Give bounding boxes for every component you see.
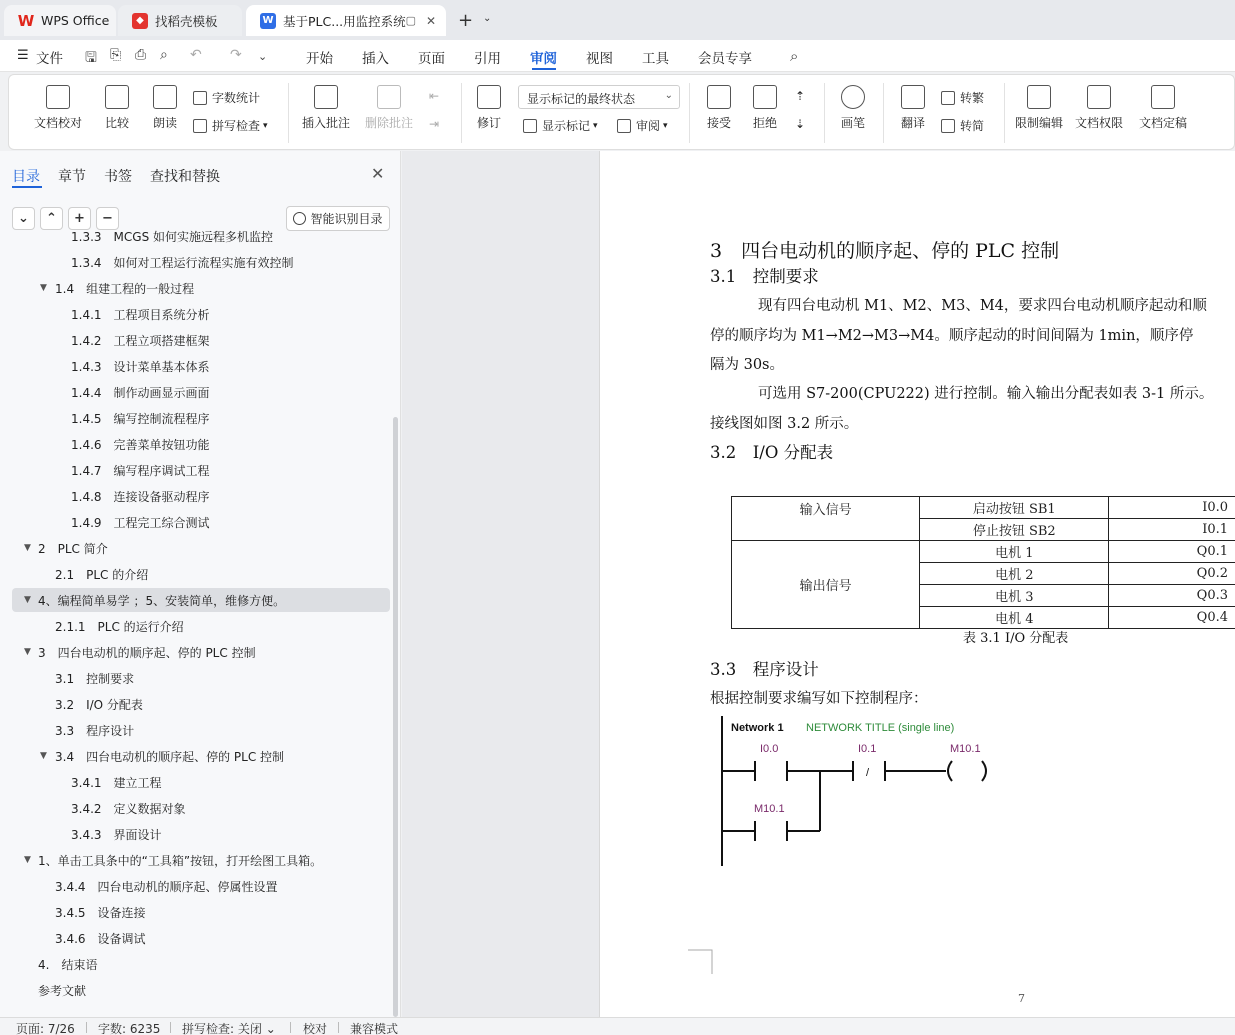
menu-member[interactable]: 会员专享 [698,51,752,67]
read-aloud-button[interactable] [145,85,185,131]
expand-arrow-icon[interactable]: ▼ [24,855,31,865]
redo-icon[interactable]: ↷ [230,47,242,63]
pen-label: 画笔 [840,116,865,130]
toc-item[interactable] [12,770,390,794]
tab-wps-office[interactable] [4,5,116,36]
toc-item[interactable] [12,952,390,976]
tab-document[interactable] [246,5,446,36]
toc-item[interactable] [12,562,390,586]
word-doc-icon: W [260,13,276,29]
to-simplified-button[interactable] [941,117,984,134]
revise-label: 修订 [476,116,501,130]
contact-label: I0.1 [858,743,877,755]
word-count-indicator[interactable]: 字数: 6235 [98,1022,161,1035]
doc-finalize-button[interactable] [1133,85,1193,131]
insert-comment-button[interactable] [299,85,353,131]
toc-item-label: 1.4 组建工程的一般过程 [55,281,195,296]
chevron-down-icon: ⌄ [265,1022,276,1035]
table-row [732,497,1235,519]
chevron-down-icon[interactable]: ⌄ [483,13,492,24]
word-count-icon [193,91,207,105]
doc-check-button[interactable] [23,85,93,131]
lock-doc-icon [1027,85,1051,109]
toc-item-label: 3.3 程序设计 [55,723,135,738]
next-change-icon[interactable]: ⇣ [795,117,806,131]
document-area [402,151,1235,1017]
toc-item[interactable] [12,978,390,1002]
toc-item[interactable] [12,276,390,300]
toc-item[interactable] [12,692,390,716]
table-cell: 电机 2 [920,563,1109,585]
toc-item[interactable] [12,302,390,326]
section-heading-3-1: 3.1 控制要求 [710,267,819,286]
read-aloud-label: 朗读 [152,116,177,130]
toc-item-label: 3.4.1 建立工程 [71,775,162,790]
restrict-edit-label: 限制编辑 [1014,116,1063,130]
toc-item-label: 3.4.6 设备调试 [55,931,146,946]
spell-check-icon [193,119,207,133]
expand-arrow-icon[interactable]: ▼ [40,751,47,761]
delete-comment-button[interactable] [359,85,419,131]
contact-label: M10.1 [754,803,785,815]
toc-item-label: 1.4.2 工程立项搭建框架 [71,333,210,348]
nc-mark: / [866,767,870,779]
menu-review[interactable]: 审阅 [530,51,557,67]
compare-button[interactable] [95,85,139,131]
status-bar [0,1017,1235,1035]
divider [86,1022,87,1033]
next-comment-icon[interactable]: ⇥ [429,117,440,131]
toc-item[interactable] [12,848,390,872]
divider [290,1022,291,1033]
toc-item[interactable] [12,614,390,638]
active-tab-indicator [532,68,556,70]
traditional-icon [941,91,955,105]
doc-check-icon [46,85,70,109]
paragraph-line: 接线图如图 3.2 所示。 [710,416,859,432]
toc-item-label: 1.3.4 如何对工程运行流程实施有效控制 [71,255,294,270]
section-heading-3-2: 3.2 I/O 分配表 [710,443,834,462]
toc-item[interactable] [12,484,390,508]
toc-item[interactable] [12,510,390,534]
table-cell: 电机 4 [920,607,1109,629]
search-icon[interactable]: ⌕ [790,47,799,65]
prev-change-icon[interactable]: ⇡ [795,89,806,103]
pen-icon [841,85,865,109]
doc-check-label: 文档校对 [33,116,82,130]
menu-home[interactable]: 开始 [306,51,333,67]
finalize-icon [1151,85,1175,109]
menu-tools[interactable]: 工具 [642,51,669,67]
to-traditional-label: 转繁 [960,91,985,105]
show-markup-label: 显示标记 [542,119,591,133]
active-tab-indicator [12,186,42,188]
link-icon[interactable]: ⎘ [110,47,122,63]
toc-item-label: 3.1 控制要求 [55,671,135,686]
coil-right [982,761,986,781]
table-cell: 启动按钮 SB1 [920,497,1109,519]
delete-comment-label: 删除批注 [364,116,413,130]
table-cell: 电机 3 [920,585,1109,607]
tab-label: 找稻壳模板 [155,13,218,29]
toc-item-label: 1.4.1 工程项目系统分析 [71,307,210,322]
doc-permission-button[interactable] [1073,85,1125,131]
divider [461,83,462,143]
toc-item[interactable] [12,380,390,404]
contact-label: I0.0 [760,743,779,755]
table-cell-input-group: 输入信号 [732,497,920,541]
toc-item-label: 1.4.5 编写控制流程程序 [71,411,210,426]
table-cell: Q0.2 [1109,563,1235,585]
toc-item[interactable] [12,744,390,768]
divider [689,83,690,143]
toc-item[interactable] [12,354,390,378]
table-row [732,541,1235,563]
toc-item-label: 4. 结束语 [38,957,98,972]
revise-icon [477,85,501,109]
accept-icon [707,85,731,109]
markup-state-value: 显示标记的最终状态 [527,92,636,106]
toc-item-label: 1.4.3 设计菜单基本体系 [71,359,210,374]
toc-item-label: 3.4.3 界面设计 [71,827,162,842]
ribbon-toolbar [8,74,1235,150]
menu-view[interactable]: 视图 [586,51,613,67]
toc-item-label: 2.1 PLC 的介绍 [55,567,149,582]
spell-check-label: 拼写检查 [212,119,261,133]
hamburger-icon[interactable]: ☰ [17,48,29,63]
table-cell: 电机 1 [920,541,1109,563]
tab-find-replace[interactable]: 查找和替换 [150,169,220,185]
tab-toc[interactable]: 目录 [12,169,40,185]
markup-state-select[interactable] [518,85,680,109]
expand-arrow-icon[interactable]: ▼ [24,647,31,657]
network-label: Network 1 [731,722,784,734]
undo-icon[interactable]: ↶ [190,47,202,63]
smart-toc-label: 智能识别目录 [310,212,383,226]
spell-check-indicator[interactable] [182,1020,276,1035]
toc-item[interactable] [12,250,390,274]
divider [288,83,289,143]
simplified-icon [941,119,955,133]
remove-heading-button[interactable]: − [96,207,119,230]
review-pane-icon [617,119,631,133]
toc-item[interactable] [12,874,390,898]
toc-item[interactable] [12,796,390,820]
read-aloud-icon [153,85,177,109]
table-cell: 停止按钮 SB2 [920,519,1109,541]
paragraph-line: 现有四台电动机 M1、M2、M3、M4，要求四台电动机顺序起动和顺 [758,298,1207,314]
expand-up-button[interactable]: ⌃ [40,207,63,230]
proofread-indicator[interactable]: 校对 [303,1022,328,1035]
revise-button[interactable] [469,85,509,131]
divider [883,83,884,143]
coil-label: M10.1 [950,743,981,755]
toc-item[interactable] [12,588,390,612]
expand-arrow-icon[interactable]: ▼ [24,595,31,605]
table-cell: I0.1 [1109,519,1235,541]
expand-arrow-icon[interactable]: ▼ [24,543,31,553]
navigation-pane [0,151,401,1017]
table-cell: Q0.1 [1109,541,1235,563]
table-cell: Q0.3 [1109,585,1235,607]
delete-comment-icon [377,85,401,109]
chapter-heading: 3 四台电动机的顺序起、停的 PLC 控制 [710,240,1060,262]
toc-item-label: 2 PLC 简介 [38,541,108,556]
page-corner-mark [688,949,714,975]
toc-item[interactable] [12,458,390,482]
toc-item[interactable] [12,640,390,664]
accept-label: 接受 [706,116,731,130]
table-caption: 表 3.1 I/O 分配表 [963,631,1069,646]
tab-label: WPS Office [41,13,110,28]
divider [1004,83,1005,143]
to-traditional-button[interactable] [941,89,984,106]
translate-button[interactable] [891,85,935,131]
expand-arrow-icon[interactable]: ▼ [40,283,47,293]
review-pane-label: 审阅 [636,119,661,133]
wps-logo-icon: W [17,11,35,30]
reject-icon [753,85,777,109]
toc-item[interactable] [12,536,390,560]
toc-item[interactable] [12,666,390,690]
toc-item-label: 3.4.5 设备连接 [55,905,146,920]
insert-comment-label: 插入批注 [301,116,350,130]
toc-item[interactable] [12,406,390,430]
show-markup-icon [523,119,537,133]
toc-item-label: 1.4.7 编写程序调试工程 [71,463,210,478]
show-markup-button[interactable] [523,117,598,134]
toc-item[interactable] [12,900,390,924]
reject-label: 拒绝 [752,116,777,130]
save-icon[interactable]: 🖫 [85,50,97,66]
tab-bookmarks[interactable]: 书签 [104,169,132,185]
chevron-down-icon: ▾ [593,120,598,131]
insert-comment-icon [314,85,338,109]
toc-item-label: 1.4.4 制作动画显示画面 [71,385,210,400]
coil-left [948,761,952,781]
translate-label: 翻译 [900,116,925,130]
add-heading-button[interactable]: + [68,207,91,230]
toc-item-label: 3.2 I/O 分配表 [55,697,143,712]
toc-item-label: 参考文献 [38,983,87,998]
toc-item-label: 3 四台电动机的顺序起、停的 PLC 控制 [38,645,256,660]
reject-button[interactable] [745,85,785,131]
tab-bar [0,0,1235,40]
toc-item[interactable] [12,718,390,742]
pen-button[interactable] [833,85,873,131]
close-tab-icon[interactable]: ✕ [425,13,436,28]
window-icon[interactable]: ▢ [405,14,416,27]
doc-permission-label: 文档权限 [1074,116,1123,130]
word-count-label: 字数统计 [212,91,261,105]
toc-item[interactable] [12,328,390,352]
divider [824,83,825,143]
paragraph-line: 可选用 S7-200(CPU222) 进行控制。输入输出分配表如表 3-1 所示。 [758,386,1214,402]
chevron-down-icon[interactable]: ⌄ [258,50,268,63]
toc-item-label: 3.4 四台电动机的顺序起、停的 PLC 控制 [55,749,285,764]
compare-label: 比较 [104,116,129,130]
permission-icon [1087,85,1111,109]
tab-chapters[interactable]: 章节 [58,169,86,185]
toc-item-label: 3.4.4 四台电动机的顺序起、停属性设置 [55,879,278,894]
table-cell-output-group: 输出信号 [732,541,920,629]
translate-icon [901,85,925,109]
close-icon[interactable]: ✕ [371,164,385,183]
tab-label: 基于PLC...用监控系统 [283,13,406,29]
divider [170,1022,171,1033]
toc-item-label: 4、编程简单易学 ；5、安装简单，维修方便。 [38,593,286,608]
page-number: 7 [1018,992,1025,1005]
print-preview-icon[interactable]: ⌕ [160,47,168,63]
chevron-down-icon: ▾ [263,120,268,131]
tab-template[interactable] [118,5,242,36]
paragraph-line: 根据控制要求编写如下控制程序： [710,691,928,707]
prev-comment-icon[interactable]: ⇤ [429,89,440,103]
paragraph-line: 隔为 30s。 [710,357,785,373]
table-cell: I0.0 [1109,497,1235,519]
divider [338,1022,339,1033]
table-cell: Q0.4 [1109,607,1235,629]
io-allocation-table [731,496,1235,629]
toc-item[interactable] [12,822,390,846]
menu-bar [0,40,1235,72]
docer-logo-icon: ◆ [132,13,148,29]
section-heading-3-3: 3.3 程序设计 [710,660,819,679]
menu-file[interactable]: 文件 [36,51,63,67]
doc-finalize-label: 文档定稿 [1138,116,1187,130]
toc-item-label: 3.4.2 定义数据对象 [71,801,186,816]
accept-button[interactable] [699,85,739,131]
collapse-all-button[interactable]: ⌄ [12,207,35,230]
menu-references[interactable]: 引用 [474,51,501,67]
review-pane-button[interactable] [617,117,668,134]
toc-item-label: 1、单击工具条中的“工具箱”按钮，打开绘图工具箱。 [38,853,323,868]
new-tab-icon[interactable]: + [458,10,474,31]
document-page[interactable] [599,151,1235,1017]
compat-mode-indicator: 兼容模式 [350,1022,399,1035]
restrict-edit-button[interactable] [1013,85,1065,131]
menu-page[interactable]: 页面 [418,51,445,67]
toc-item-label: 1.3.3 MCGS 如何实施远程多机监控 [71,229,273,244]
toc-item[interactable] [12,224,390,248]
to-simplified-label: 转简 [960,119,985,133]
toc-item[interactable] [12,432,390,456]
toc-list [0,224,395,1004]
word-count-button[interactable] [193,89,260,106]
spell-check-button[interactable] [193,117,268,134]
toc-item[interactable] [12,926,390,950]
network-title: NETWORK TITLE (single line) [806,722,955,734]
menu-insert[interactable]: 插入 [362,51,389,67]
page-indicator[interactable]: 页面: 7/26 [16,1022,75,1035]
toc-item-label: 2.1.1 PLC 的运行介绍 [55,619,184,634]
toc-item-label: 1.4.6 完善菜单按钮功能 [71,437,210,452]
print-icon[interactable]: ⎙ [135,47,147,63]
chevron-down-icon: ▾ [663,120,668,131]
compare-icon [105,85,129,109]
chevron-down-icon: ⌄ [664,90,673,101]
spell-check-status: 拼写检查: 关闭 [182,1022,262,1035]
paragraph-line: 停的顺序均为 M1→M2→M3→M4。顺序起动的时间间隔为 1min，顺序停 [710,328,1194,344]
toc-item-label: 1.4.9 工程完工综合测试 [71,515,210,530]
ladder-diagram [720,716,1010,866]
scrollbar[interactable] [393,417,398,1017]
toc-item-label: 1.4.8 连接设备驱动程序 [71,489,210,504]
